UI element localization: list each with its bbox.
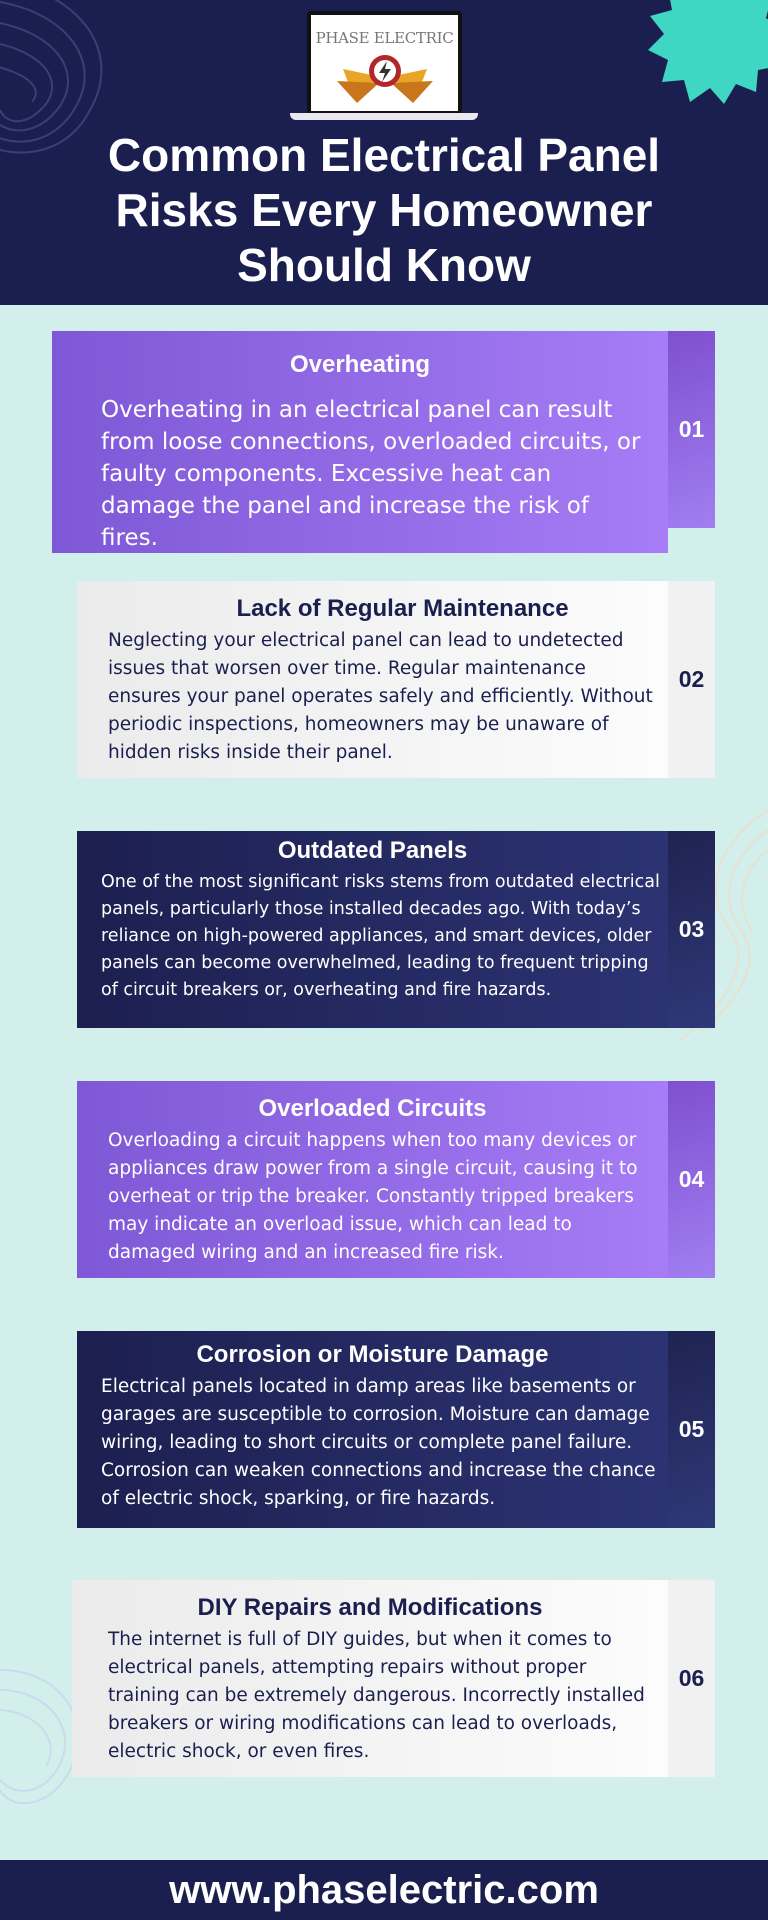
card-text: The internet is full of DIY guides, but when it comes to electrical panels, attempting repairs without proper training can be extremely dangerous. Incorrectly installed breakers or wiring modifications can lead to overloads, electric shock, or even fires.: [108, 1629, 645, 1762]
card-body: [72, 1580, 668, 1777]
page-title: Common Electrical Panel Risks Every Homeowner Should Know: [107, 129, 661, 291]
card-number: 05: [668, 1331, 715, 1528]
card-body: [77, 1081, 668, 1278]
risk-card-maintenance: [77, 581, 715, 778]
footer-url[interactable]: www.phaselectric.com: [0, 1860, 768, 1920]
risk-card-diy-repairs: [72, 1580, 715, 1777]
card-heading: Overloaded Circuits: [258, 1095, 487, 1122]
card-text: Overheating in an electrical panel can result from loose connections, overloaded circuits, or faulty components. Excessive heat can damage the panel and increase the risk of fires.: [101, 397, 641, 551]
header-banner: [0, 0, 768, 305]
card-text: Neglecting your electrical panel can lead to undetected issues that worsen over time. Regular maintenance ensures your panel operates safely and efficiently. Without periodic inspections, homeowners may be unaware of hidden risks inside their panel.: [108, 630, 653, 763]
card-heading: Corrosion or Moisture Damage: [196, 1341, 549, 1368]
card-body: [77, 1331, 668, 1528]
risk-card-corrosion: [77, 1331, 715, 1528]
card-text: Overloading a circuit happens when too many devices or appliances draw power from a single circuit, causing it to overheat or trip the breaker. Constantly tripped breakers may indicate an overload issue, which can lead to damaged wiring and an increased fire risk.: [108, 1130, 638, 1263]
risk-card-overheating: [52, 331, 715, 553]
card-number: 01: [668, 331, 715, 528]
card-text: One of the most significant risks stems from outdated electrical panels, particularly those installed decades ago. With today’s reliance on high-powered appliances, and smart devices, older panels can become overwhelmed, leading to frequent tripping of circuit breakers or, overheating and fire hazards.: [101, 872, 660, 1000]
risk-card-overloaded-circuits: [77, 1081, 715, 1278]
lightning-wings-logo-icon: [333, 47, 437, 105]
card-number: 02: [668, 581, 715, 778]
laptop-base: [290, 113, 478, 120]
risk-card-outdated-panels: [77, 831, 715, 1028]
card-number: 06: [668, 1580, 715, 1777]
card-number: 03: [668, 831, 715, 1028]
card-heading: DIY Repairs and Modifications: [197, 1594, 543, 1621]
logo-text: PHASE ELECTRIC: [315, 29, 454, 47]
card-body: [77, 581, 668, 778]
gear-blob-icon: [638, 0, 768, 112]
logo-laptop: [307, 11, 462, 115]
card-heading: Lack of Regular Maintenance: [236, 595, 569, 622]
card-heading: Outdated Panels: [277, 837, 468, 864]
card-number: 04: [668, 1081, 715, 1278]
card-body: [52, 331, 668, 553]
card-heading: Overheating: [289, 351, 431, 378]
card-body: [77, 831, 668, 1028]
card-text: Electrical panels located in damp areas like basements or garages are susceptible to corrosion. Moisture can damage wiring, leading to short circuits or complete panel failure. Corrosion can weaken connections and increase the chance of electric shock, sparking, or fire hazards.: [101, 1376, 656, 1509]
